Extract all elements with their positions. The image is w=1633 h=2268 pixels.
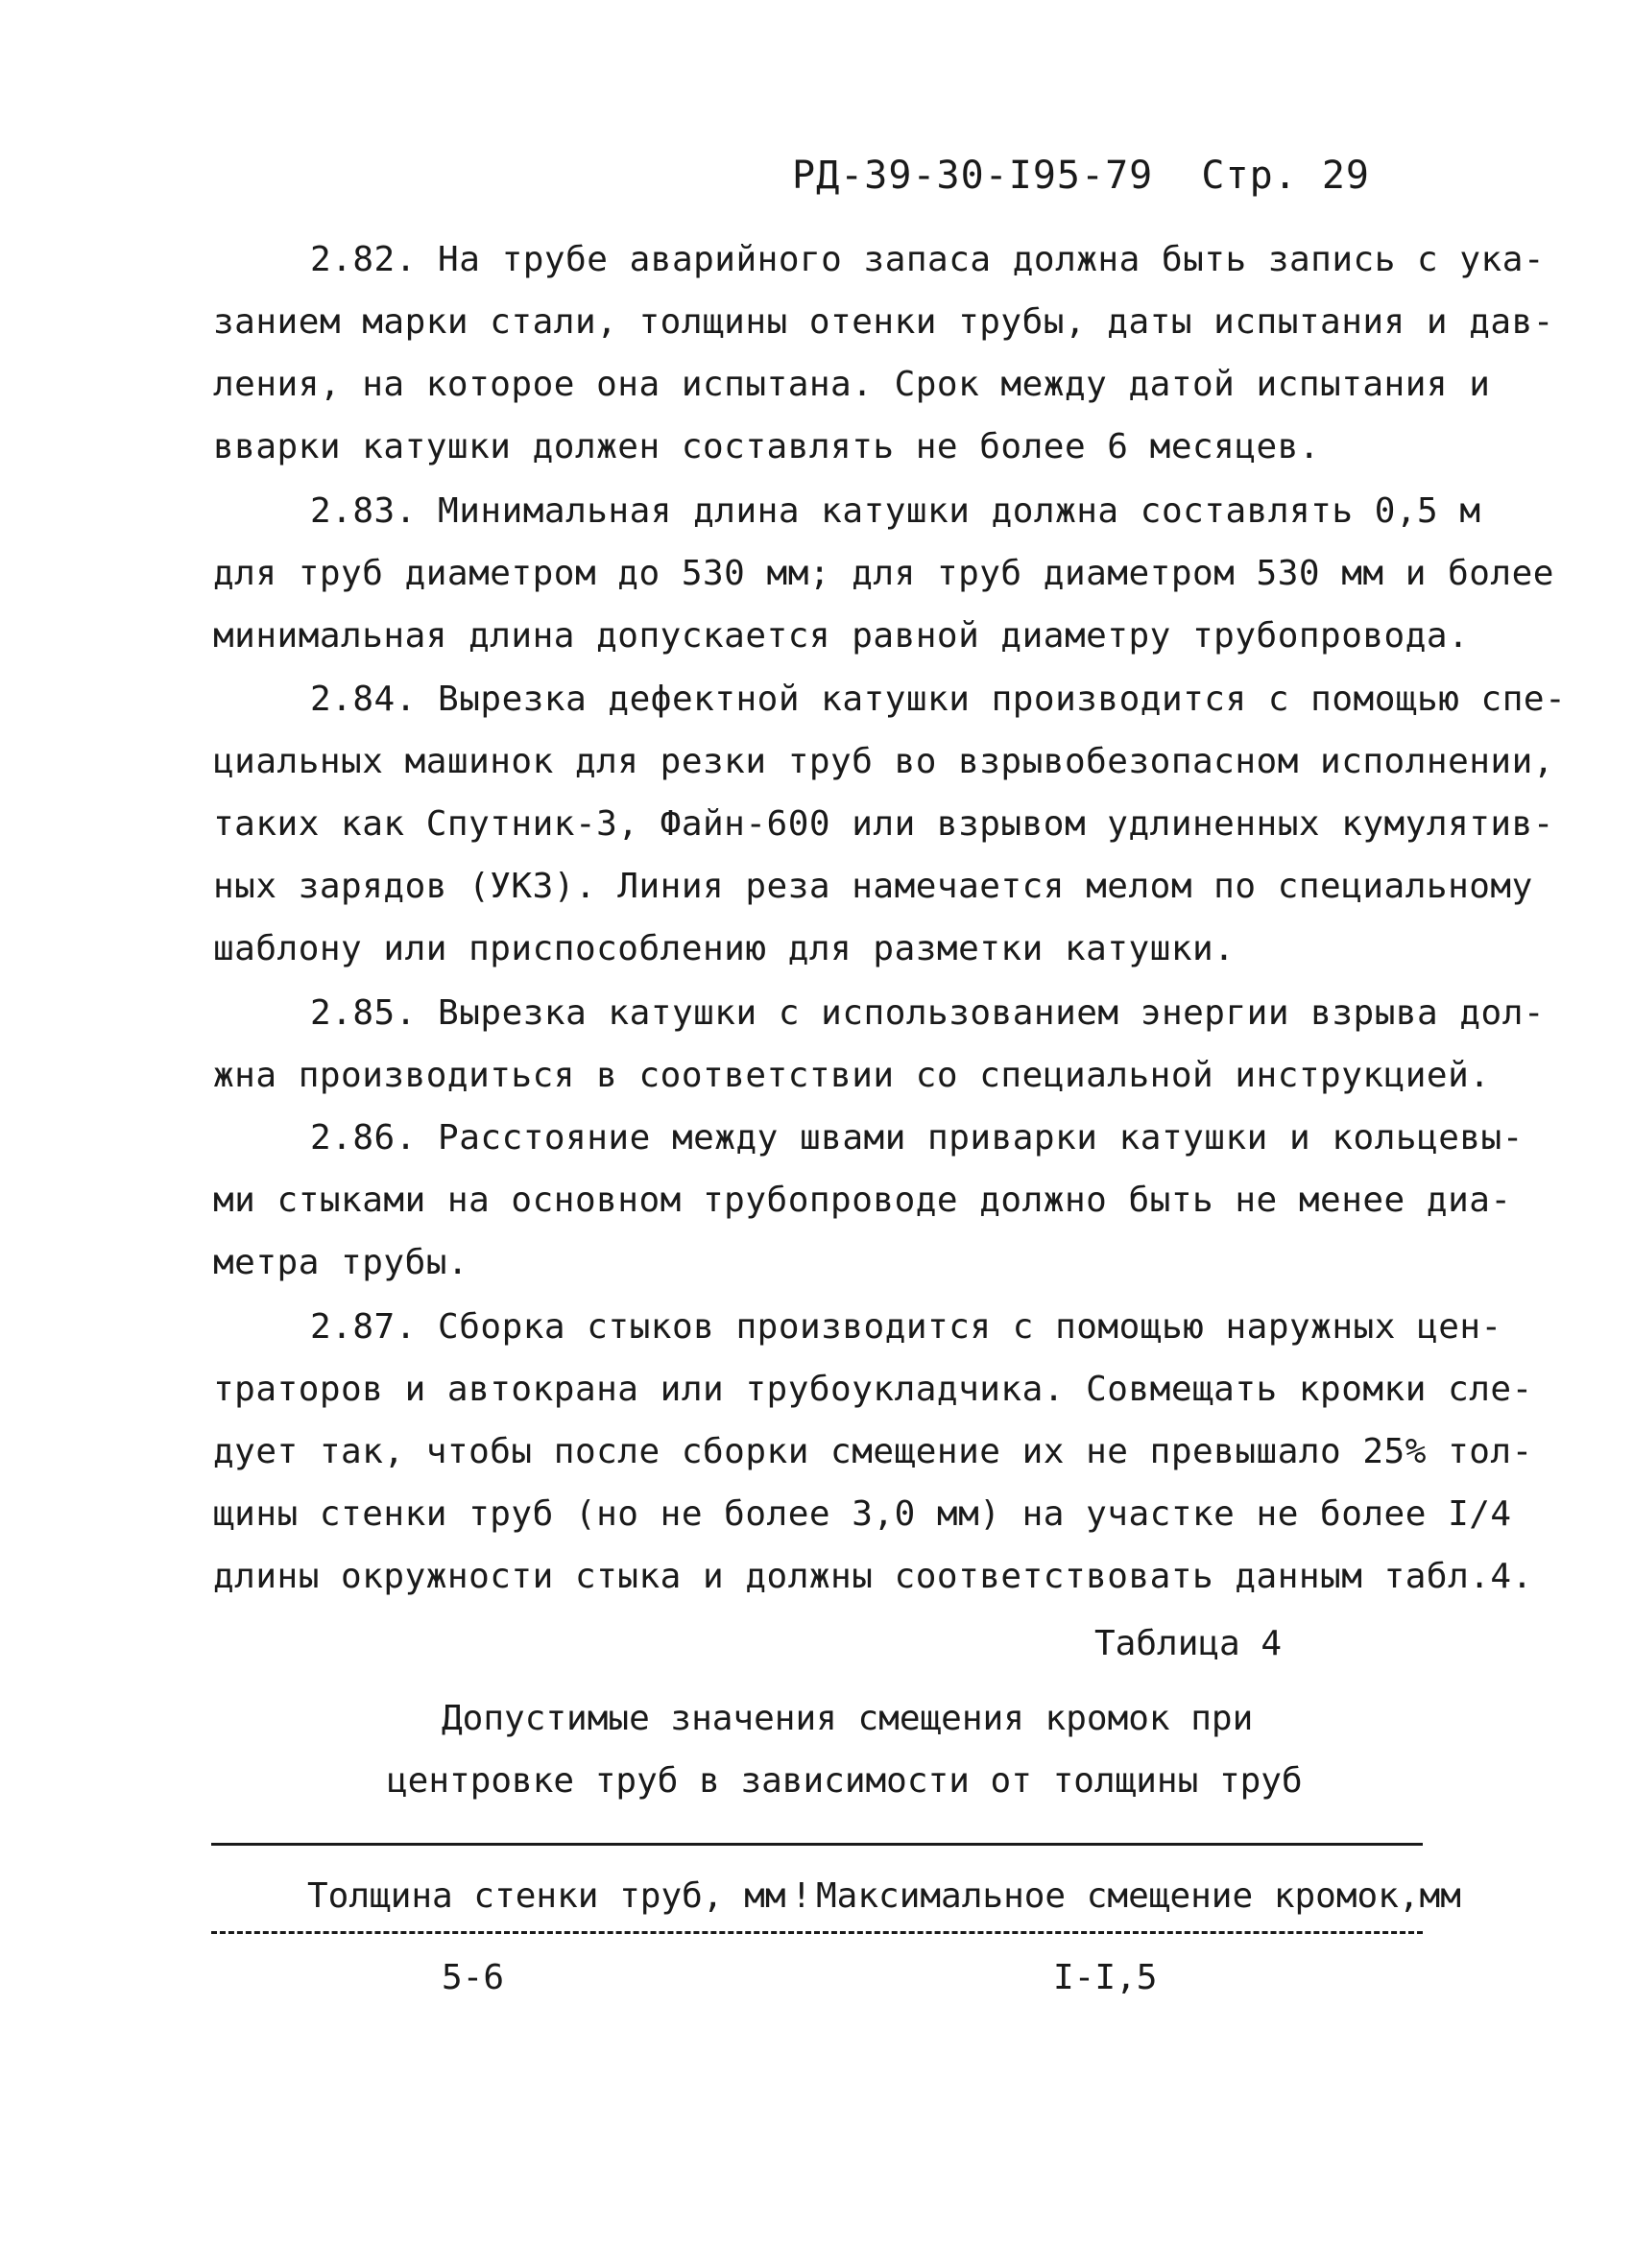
- table-label: Таблица 4: [1094, 1624, 1283, 1663]
- page-number: Стр. 29: [1201, 154, 1370, 198]
- table-caption: Допустимые значения смещения кромок при: [442, 1699, 1254, 1738]
- paragraph-line: 2.82. На трубе аварийного запаса должна быть запись с ука-: [310, 240, 1546, 279]
- paragraph-line: ления, на которое она испытана. Срок между датой испытания и: [213, 365, 1491, 404]
- paragraph-line: 2.85. Вырезка катушки с использованием энергии взрыва дол-: [310, 993, 1546, 1033]
- paragraph-line: циальных машинок для резки труб во взрывобезопасном исполнении,: [213, 742, 1554, 781]
- document-code: РД-39-30-I95-79: [792, 154, 1154, 198]
- page-header: [792, 154, 1370, 198]
- paragraph-line: минимальная длина допускается равной диаметру трубопровода.: [213, 616, 1470, 656]
- table-caption: центровке труб в зависимости от толщины труб: [387, 1761, 1303, 1801]
- paragraph-line: 2.84. Вырезка дефектной катушки производится с помощью спе-: [310, 680, 1567, 719]
- paragraph-line: 2.86. Расстояние между швами приварки катушки и кольцевы-: [310, 1118, 1524, 1158]
- paragraph-line: для труб диаметром до 530 мм; для труб диаметром 530 мм и более: [213, 554, 1554, 593]
- table-header-thickness: Толщина стенки труб, мм: [307, 1876, 786, 1916]
- paragraph-line: занием марки стали, толщины отенки трубы, даты испытания и дав-: [213, 302, 1554, 342]
- paragraph-line: длины окружности стыка и должны соответствовать данным табл.4.: [213, 1557, 1533, 1596]
- paragraph-line: ми стыками на основном трубопроводе должно быть не менее диа-: [213, 1181, 1512, 1220]
- paragraph-line: ных зарядов (УКЗ). Линия реза намечается мелом по специальному: [213, 867, 1533, 906]
- paragraph-line: щины стенки труб (но не более 3,0 мм) на участке не более I/4: [213, 1494, 1512, 1534]
- table-top-rule: [211, 1843, 1423, 1846]
- table-header-separator: !: [791, 1876, 812, 1916]
- paragraph-line: метра трубы.: [213, 1243, 469, 1282]
- paragraph-line: траторов и автокрана или трубоукладчика. Совмещать кромки сле-: [213, 1370, 1533, 1409]
- table-header-rule: [211, 1931, 1423, 1934]
- table-cell-thickness: 5-6: [442, 1958, 505, 1997]
- paragraph-line: таких как Спутник-3, Файн-600 или взрывом удлиненных кумулятив-: [213, 804, 1554, 844]
- table-header-offset: Максимальное смещение кромок,мм: [816, 1876, 1461, 1916]
- paragraph-line: дует так, чтобы после сборки смещение их не превышало 25% тол-: [213, 1432, 1533, 1471]
- paragraph-line: вварки катушки должен составлять не более 6 месяцев.: [213, 427, 1321, 466]
- paragraph-line: шаблону или приспособлению для разметки катушки.: [213, 929, 1236, 968]
- paragraph-line: 2.87. Сборка стыков производится с помощью наружных цен-: [310, 1307, 1502, 1347]
- table-cell-offset: I-I,5: [1053, 1958, 1158, 1997]
- paragraph-line: жна производиться в соответствии со специальной инструкцией.: [213, 1056, 1491, 1095]
- paragraph-line: 2.83. Минимальная длина катушки должна составлять 0,5 м: [310, 491, 1481, 531]
